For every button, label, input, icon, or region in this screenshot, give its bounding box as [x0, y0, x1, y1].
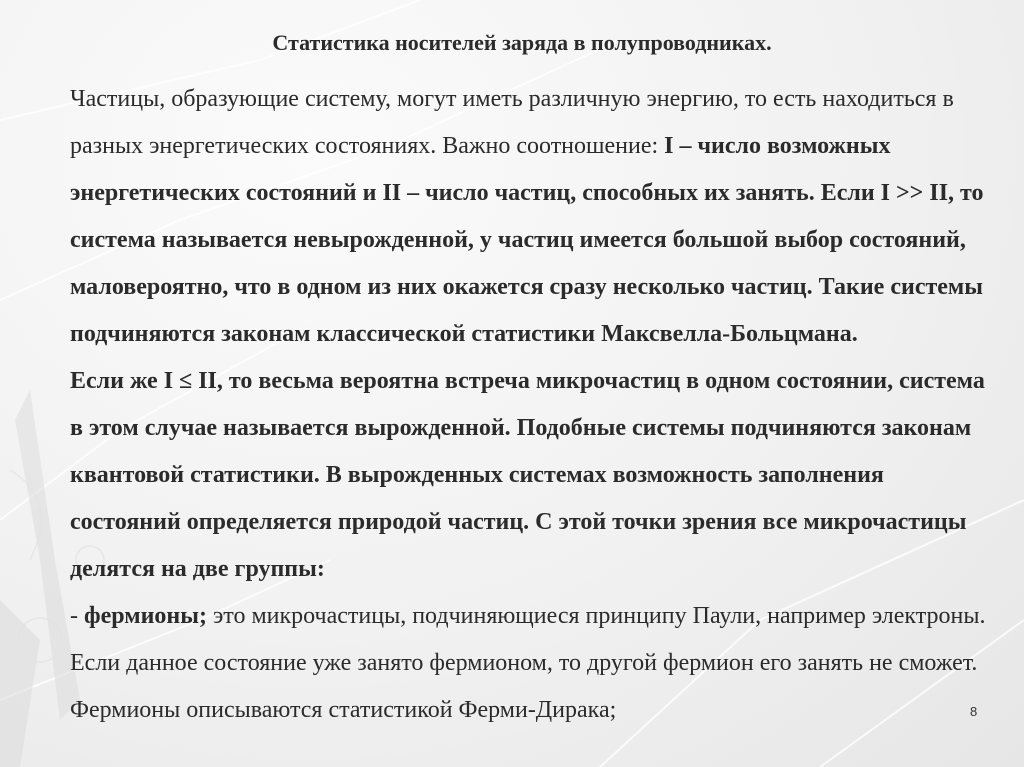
paragraph-fermions: [70, 593, 1000, 734]
paragraph-nondegenerate: [70, 76, 1000, 358]
fermions-description: это микрочастицы, подчиняющиеся принципу Паули, например электроны. Если данное состояние уже занято фермионом, то другой фермион его занять не сможет. Фермионы описываются статистикой Ферми-Дирака;: [70, 603, 986, 723]
list-dash: -: [70, 603, 84, 629]
slide-body: [70, 76, 1000, 734]
paragraph-1-bold: I – число возможных энергетических состояний и II – число частиц, способных их занять. Если I >> II, то система называется невырожденной, у частиц имеется большой выбор состояний, маловероятно, что в одном из них окажется сразу несколько частиц. Такие системы подчиняются законам классической статистики Максвелла-Больцмана.: [70, 133, 984, 347]
paragraph-1-intro: Частицы, образующие систему, могут иметь различную энергию, то есть находиться в разных энергетических состояниях. Важно соотношение:: [70, 86, 954, 159]
fermions-term: фермионы;: [84, 603, 207, 629]
page-number: 8: [970, 704, 978, 719]
paragraph-degenerate: Если же I ≤ II, то весьма вероятна встреча микрочастиц в одном состоянии, система в этом случае называется вырожденной. Подобные системы подчиняются законам квантовой статистики. В вырожденных системах возможность заполнения состояний определяется природой частиц. С этой точки зрения все микрочастицы делятся на две группы:: [70, 368, 985, 582]
slide-title: Статистика носителей заряда в полупроводниках.: [272, 30, 772, 55]
